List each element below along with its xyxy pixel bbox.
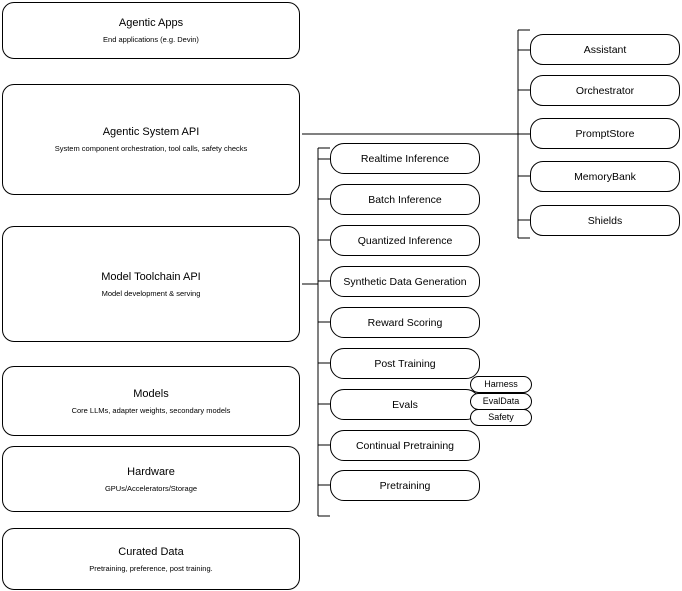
node-title: Continual Pretraining (355, 439, 455, 452)
node-title: Quantized Inference (357, 234, 453, 247)
node-model-toolchain-api[interactable] (2, 226, 300, 342)
node-evals[interactable] (330, 389, 480, 420)
node-synthetic-data-generation[interactable] (330, 266, 480, 297)
node-title: Orchestrator (575, 84, 635, 97)
node-title: MemoryBank (574, 170, 636, 183)
pill-safety[interactable] (470, 409, 532, 426)
node-models[interactable] (2, 366, 300, 436)
node-memorybank[interactable] (530, 161, 680, 192)
node-title: Models (133, 387, 169, 400)
node-title: Pretraining (379, 479, 431, 492)
node-title: Reward Scoring (367, 316, 443, 329)
node-title: Model Toolchain API (101, 270, 201, 283)
node-title: Agentic Apps (118, 17, 184, 29)
pill-label: Safety (488, 412, 514, 422)
node-realtime-inference[interactable] (330, 143, 480, 174)
node-title: Agentic System API (102, 126, 200, 138)
node-subtitle: System component orchestration, tool calls, safety checks (54, 144, 248, 153)
node-post-training[interactable] (330, 348, 480, 379)
node-title: Assistant (583, 43, 627, 56)
pill-harness[interactable] (470, 376, 532, 393)
node-subtitle: Pretraining, preference, post training. (89, 563, 213, 573)
node-title: Curated Data (118, 545, 184, 558)
node-title: PromptStore (575, 127, 635, 140)
node-title: Synthetic Data Generation (343, 275, 467, 288)
node-quantized-inference[interactable] (330, 225, 480, 256)
node-title: Hardware (127, 465, 175, 478)
pill-label: Harness (484, 379, 518, 389)
node-title: Batch Inference (368, 193, 442, 206)
node-title: Shields (587, 214, 623, 227)
node-agentic-system-api[interactable] (2, 84, 300, 195)
node-batch-inference[interactable] (330, 184, 480, 215)
node-pretraining[interactable] (330, 470, 480, 501)
node-title: Evals (392, 398, 418, 411)
node-hardware[interactable] (2, 446, 300, 512)
node-subtitle: End applications (e.g. Devin) (103, 35, 199, 44)
node-subtitle: Model development & serving (101, 288, 201, 298)
node-title: Post Training (374, 357, 436, 370)
node-subtitle: Core LLMs, adapter weights, secondary models (71, 405, 231, 415)
node-agentic-apps[interactable] (2, 2, 300, 59)
node-continual-pretraining[interactable] (330, 430, 480, 461)
node-orchestrator[interactable] (530, 75, 680, 106)
node-promptstore[interactable] (530, 118, 680, 149)
node-assistant[interactable] (530, 34, 680, 65)
node-curated-data[interactable] (2, 528, 300, 590)
node-subtitle: GPUs/Accelerators/Storage (104, 483, 198, 493)
pill-evaldata[interactable] (470, 393, 532, 410)
node-reward-scoring[interactable] (330, 307, 480, 338)
node-title: Realtime Inference (360, 152, 450, 165)
node-shields[interactable] (530, 205, 680, 236)
pill-label: EvalData (482, 396, 520, 406)
